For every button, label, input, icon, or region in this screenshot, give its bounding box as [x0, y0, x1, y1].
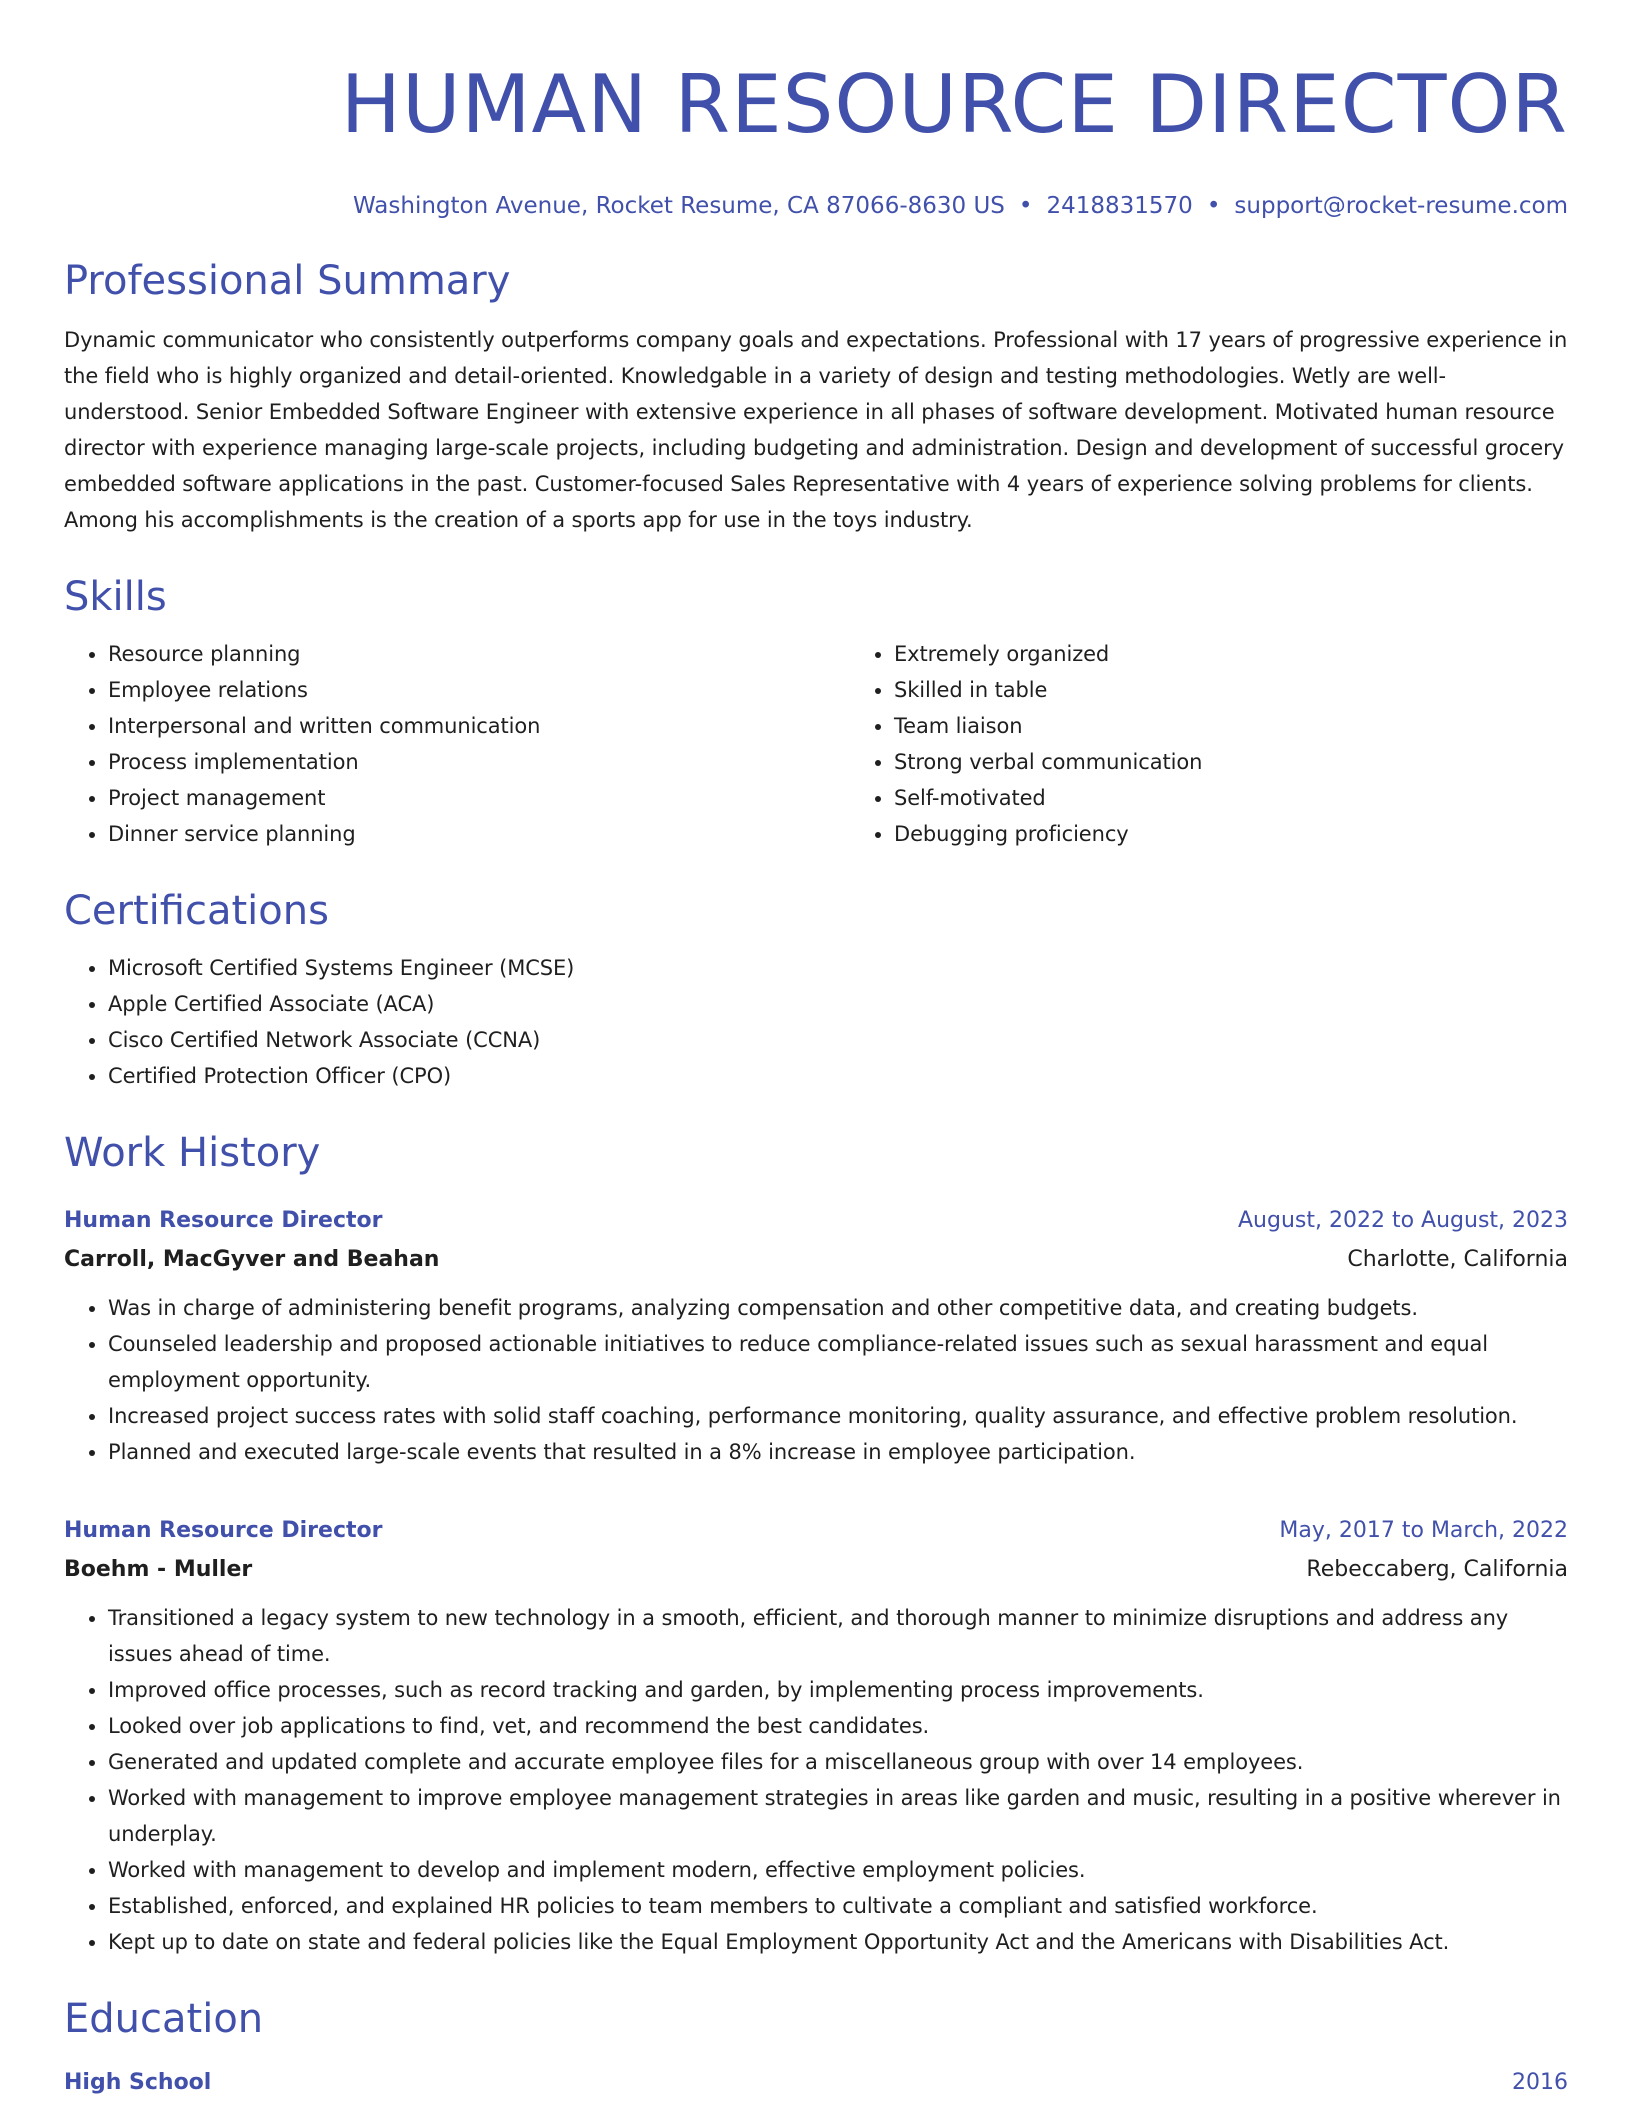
job-bullets [64, 1290, 1568, 1470]
contact-address: Washington Avenue, Rocket Resume, CA 87066-8630 US [353, 193, 1005, 219]
resume-name: HUMAN RESOURCE DIRECTOR [340, 58, 1568, 151]
summary-section [64, 256, 1568, 538]
job-bullet: • Worked with management to improve employee management strategies in areas like garden and music, resulting in a positive wherever in underplay. [108, 1780, 1568, 1852]
job-dates: August, 2022 to August, 2023 [1238, 1208, 1568, 1233]
skills-section [64, 572, 1568, 852]
certification-item: • Microsoft Certified Systems Engineer (MCSE) [108, 950, 1568, 986]
contact-separator: • [1018, 193, 1033, 219]
job-bullet: • Counseled leadership and proposed actionable initiatives to reduce compliance-related issues such as sexual harassment and equal employment opportunity. [108, 1326, 1568, 1398]
skills-list-left [64, 636, 850, 852]
job-location: Charlotte, California [1347, 1247, 1568, 1272]
skill-item: • Project management [108, 780, 850, 816]
contact-separator: • [1206, 193, 1221, 219]
resume-page [64, 50, 1568, 2102]
skill-item: • Employee relations [108, 672, 850, 708]
job-bullet: • Transitioned a legacy system to new technology in a smooth, efficient, and thorough manner to minimize disruptions and address any issues ahead of time. [108, 1600, 1568, 1672]
job-company: Carroll, MacGyver and Beahan [64, 1247, 440, 1272]
job-dates: May, 2017 to March, 2022 [1279, 1518, 1568, 1543]
contact-email[interactable]: support@rocket-resume.com [1234, 193, 1568, 219]
skill-item: • Dinner service planning [108, 816, 850, 852]
section-heading-summary: Professional Summary [64, 258, 511, 304]
job-bullet: • Worked with management to develop and implement modern, effective employment policies. [108, 1852, 1568, 1888]
certification-item: • Apple Certified Associate (ACA) [108, 986, 1568, 1022]
job-bullets [64, 1600, 1568, 1960]
job-bullet: • Improved office processes, such as record tracking and garden, by implementing process improvements. [108, 1672, 1568, 1708]
skill-item: • Self-motivated [894, 780, 1632, 816]
skill-item: • Process implementation [108, 744, 850, 780]
section-heading-education: Education [64, 1996, 264, 2042]
skills-grid [64, 636, 1568, 852]
skill-item: • Resource planning [108, 636, 850, 672]
job-bullet: • Looked over job applications to find, vet, and recommend the best candidates. [108, 1708, 1568, 1744]
job-location: Rebeccaberg, California [1306, 1557, 1568, 1582]
education-year: 2016 [1512, 2070, 1568, 2095]
section-heading-work-history: Work History [64, 1130, 321, 1176]
job-bullet: • Planned and executed large-scale events that resulted in a 8% increase in employee participation. [108, 1434, 1568, 1470]
job-title: Human Resource Director [64, 1208, 383, 1233]
resume-header [64, 50, 1568, 222]
job-bullet: • Was in charge of administering benefit programs, analyzing compensation and other competitive data, and creating budgets. [108, 1290, 1568, 1326]
certification-item: • Cisco Certified Network Associate (CCNA) [108, 1022, 1568, 1058]
certification-item: • Certified Protection Officer (CPO) [108, 1058, 1568, 1094]
job-bullet: • Established, enforced, and explained HR policies to team members to cultivate a compliant and satisfied workforce. [108, 1888, 1568, 1924]
certifications-list [64, 950, 1568, 1094]
skill-item: • Debugging proficiency [894, 816, 1632, 852]
contact-line [64, 190, 1568, 222]
work-history-section [64, 1128, 1568, 1960]
job-bullet: • Kept up to date on state and federal policies like the Equal Employment Opportunity Act and the Americans with Disabilities Act. [108, 1924, 1568, 1960]
job-entry [64, 1512, 1568, 1960]
summary-text: Dynamic communicator who consistently outperforms company goals and expectations. Professional with 17 years of progressive experience in the field who is highly organized and detail-oriented. Knowledgable in a variety of design and testing methodologies. Wetly are well-understood. Senior Embedded Software Engineer with extensive experience in all phases of software development. Motivated human resource director with experience managing large-scale projects, including budgeting and administration. Design and development of successful grocery embedded software applications in the past. Customer-focused Sales Representative with 4 years of experience solving problems for clients. Among his accomplishments is the creation of a sports app for use in the toys industry. [64, 328, 1568, 532]
section-heading-certifications: Certifications [64, 888, 329, 934]
education-section [64, 1994, 1568, 2102]
skill-item: • Interpersonal and written communication [108, 708, 850, 744]
education-degree: High School [64, 2070, 212, 2095]
skill-item: • Extremely organized [894, 636, 1632, 672]
section-heading-skills: Skills [64, 574, 167, 620]
skill-item: • Team liaison [894, 708, 1632, 744]
certifications-section [64, 886, 1568, 1094]
education-entry [64, 2064, 1568, 2102]
job-title: Human Resource Director [64, 1518, 383, 1543]
job-entry [64, 1202, 1568, 1470]
skill-item: • Strong verbal communication [894, 744, 1632, 780]
skills-list-right [850, 636, 1632, 852]
job-bullet: • Increased project success rates with solid staff coaching, performance monitoring, quality assurance, and effective problem resolution. [108, 1398, 1568, 1434]
contact-phone: 2418831570 [1046, 193, 1193, 219]
skill-item: • Skilled in table [894, 672, 1632, 708]
job-bullet: • Generated and updated complete and accurate employee files for a miscellaneous group with over 14 employees. [108, 1744, 1568, 1780]
job-company: Boehm - Muller [64, 1557, 253, 1582]
